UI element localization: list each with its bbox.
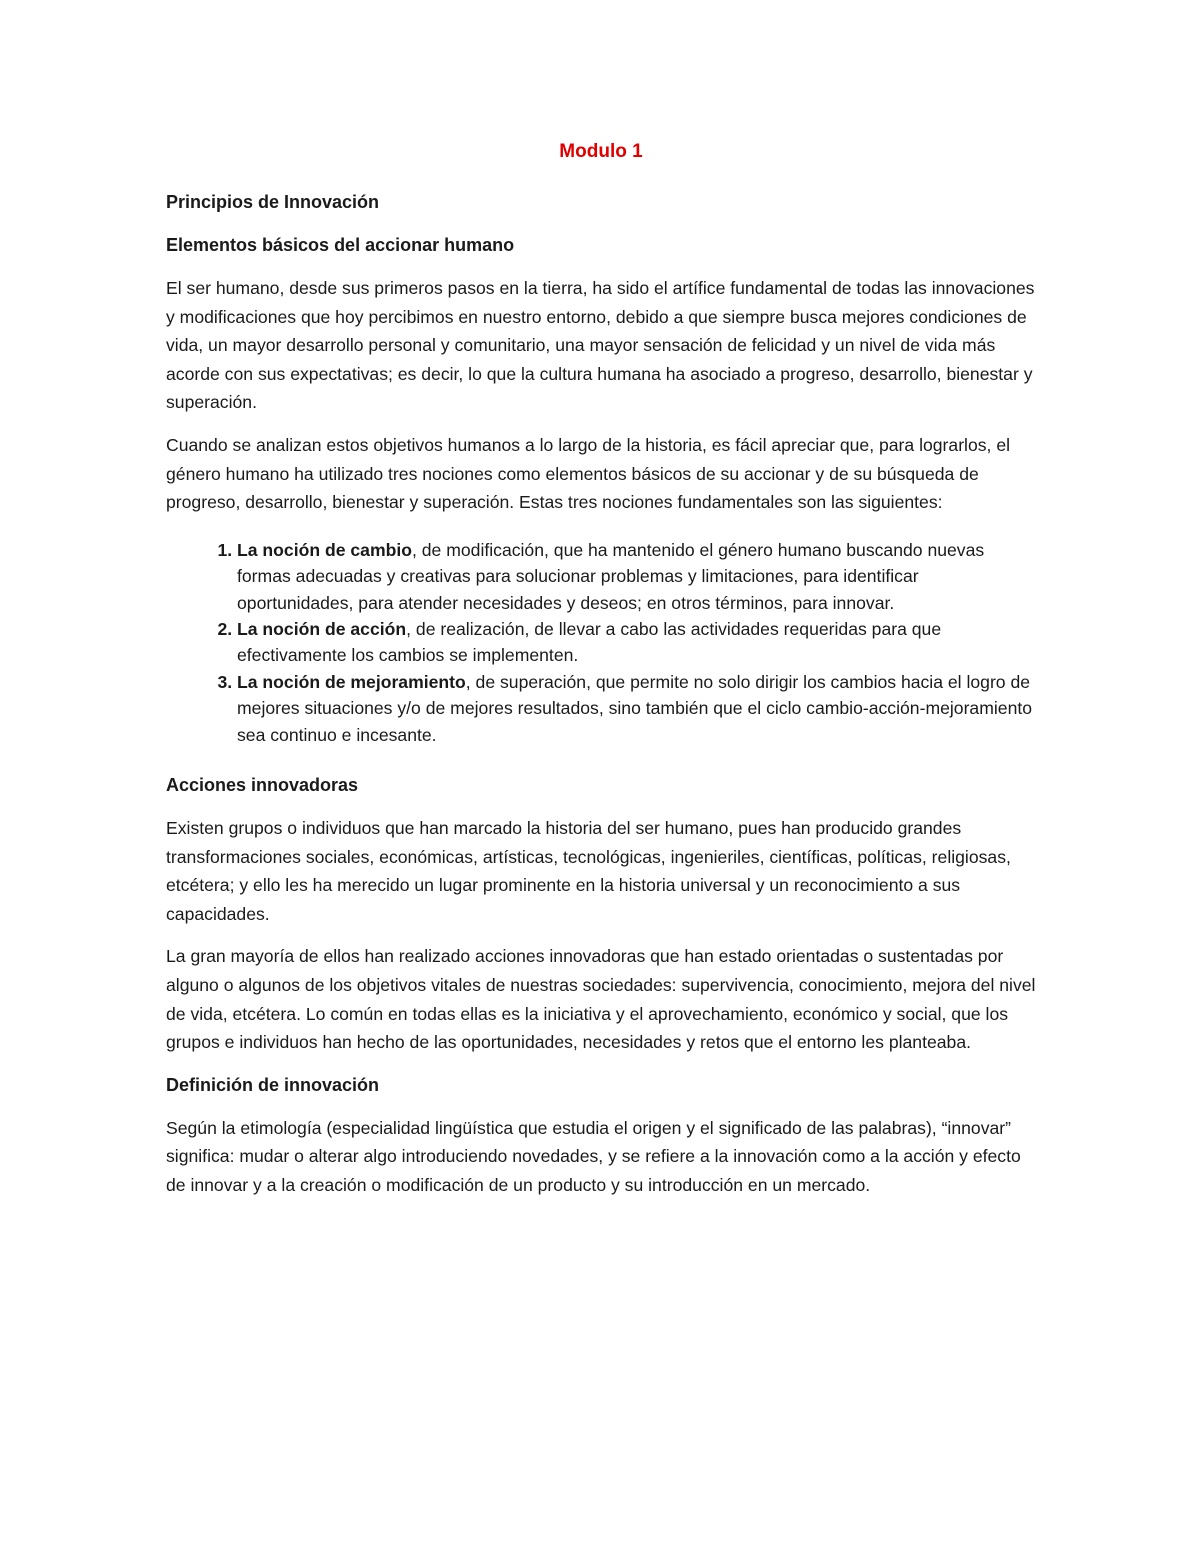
- paragraph-1: El ser humano, desde sus primeros pasos en la tierra, ha sido el artífice fundamental de todas las innovaciones y modificaciones que hoy percibimos en nuestro entorno, debido a que siempre busca mejores condiciones de vida, un mayor desarrollo personal y comunitario, una mayor sensación de felicidad y un nivel de vida más acorde con sus expectativas; es decir, lo que la cultura humana ha asociado a progreso, desarrollo, bienestar y superación.: [166, 278, 1035, 413]
- list-item: [237, 669, 1036, 748]
- list-item-text: , de modificación, que ha mantenido el género humano buscando nuevas formas adecuadas y creativas para solucionar problemas y limitaciones, para identificar oportunidades, para atender necesidades y deseos; en otros términos, para innovar.: [237, 539, 985, 613]
- nociones-list: [166, 537, 1036, 748]
- list-item-term: La noción de cambio: [237, 539, 412, 560]
- list-item-text: , de superación, que permite no solo dirigir los cambios hacia el logro de mejores situaciones y/o de mejores resultados, sino también que el ciclo cambio-acción-mejoramiento sea continuo e incesante.: [237, 671, 1033, 745]
- heading-elementos: Elementos básicos del accionar humano: [166, 235, 515, 255]
- heading-definicion: Definición de innovación: [166, 1074, 380, 1095]
- paragraph-2: Cuando se analizan estos objetivos humanos a lo largo de la historia, es fácil apreciar que, para lograrlos, el género humano ha utilizado tres nociones como elementos básicos de su accionar y de su búsqueda de progreso, desarrollo, bienestar y superación. Estas tres nociones fundamentales son las siguientes:: [166, 434, 1011, 513]
- paragraph-5: Según la etimología (especialidad lingüística que estudia el origen y el significado de las palabras), “innovar” significa: mudar o alterar algo introduciendo novedades, y se refiere a la innovación como a la acción y efecto de innovar y a la creación o modificación de un producto y su introducción en un mercado.: [166, 1117, 1021, 1195]
- list-item-term: La noción de mejoramiento: [237, 671, 466, 692]
- list-item: [237, 616, 1036, 669]
- document-title: Modulo 1: [559, 141, 643, 162]
- paragraph-4: La gran mayoría de ellos han realizado acciones innovadoras que han estado orientadas o sustentadas por alguno o algunos de los objetivos vitales de nuestras sociedades: supervivencia, conocimiento, mejora del nivel de vida, etcétera. Lo común en todas ellas es la iniciativa y el aprovechamiento, económico y social, que los grupos e individuos han hecho de las oportunidades, necesidades y retos que el entorno les planteaba.: [166, 946, 1036, 1053]
- list-item-text: , de realización, de llevar a cabo las actividades requeridas para que efectivamente los cambios se implementen.: [237, 618, 942, 666]
- list-item-term: La noción de acción: [237, 618, 407, 639]
- heading-acciones: Acciones innovadoras: [166, 775, 359, 795]
- document-page: [166, 138, 1036, 1214]
- paragraph-3: Existen grupos o individuos que han marcado la historia del ser humano, pues han producido grandes transformaciones sociales, económicas, artísticas, tecnológicas, ingenieriles, científicas, políticas, religiosas, etcétera; y ello les ha merecido un lugar prominente en la historia universal y un reconocimiento a sus capacidades.: [166, 818, 1011, 924]
- list-item: [237, 537, 1036, 616]
- heading-principios: Principios de Innovación: [166, 192, 380, 212]
